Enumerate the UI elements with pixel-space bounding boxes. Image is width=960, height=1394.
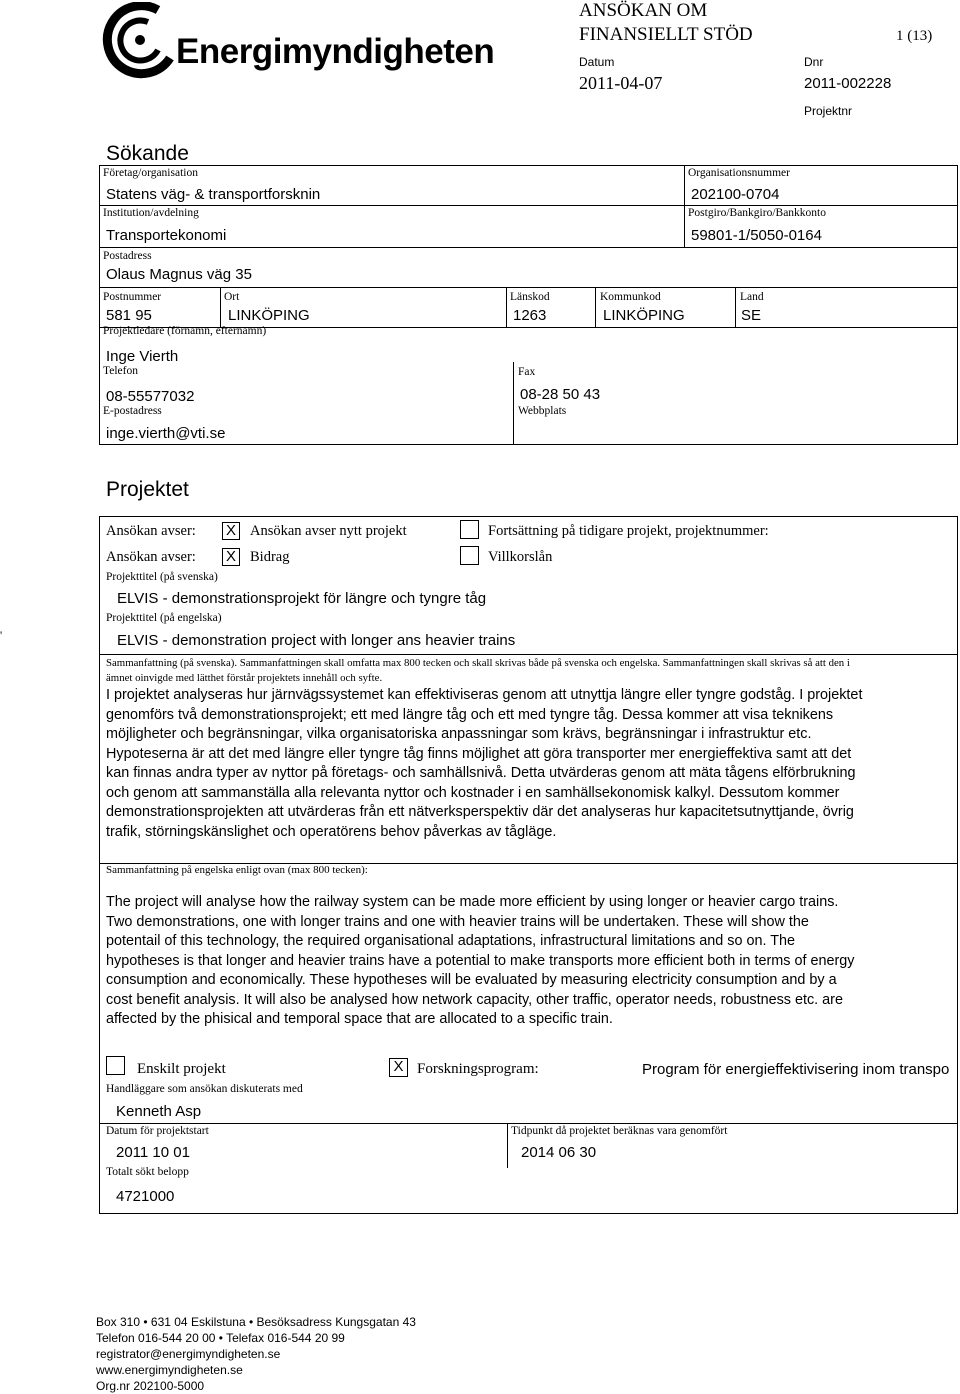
continuation-checkbox[interactable]	[460, 520, 479, 539]
logo-text: Energimyndigheten	[176, 32, 495, 71]
start-value: 2011 10 01	[116, 1144, 190, 1161]
giro-label: Postgiro/Bankgiro/Bankkonto	[688, 207, 826, 219]
phone-value: 08-55577032	[106, 388, 195, 405]
org-label: Företag/organisation	[103, 167, 198, 179]
handlaggare-label: Handläggare som ansökan diskuterats med	[106, 1083, 303, 1095]
amount-label: Totalt sökt belopp	[106, 1166, 189, 1178]
email-value: inge.vierth@vti.se	[106, 425, 226, 442]
footer-phone: Telefon 016-544 20 00 • Telefax 016-544 20 99	[96, 1331, 345, 1345]
email-label: E-postadress	[103, 405, 162, 417]
web-label: Webbplats	[518, 405, 567, 417]
new-project-option: Ansökan avser nytt projekt	[250, 523, 407, 539]
title-sv-label: Projekttitel (på svenska)	[106, 571, 218, 583]
inst-label: Institution/avdelning	[103, 207, 199, 219]
summary-sv-label: Sammanfattning (på svenska). Sammanfattningen skall omfatta max 800 tecken och skall skrivas både på svenska och engelska. Sammanfattningen skall skrivas så att den i ämnet oinvigde med lätthet förstår projektets innehåll och syfte.	[106, 657, 850, 684]
ort-label: Ort	[224, 291, 240, 303]
lanskod-label: Länskod	[510, 291, 550, 303]
bidrag-option: Bidrag	[250, 549, 290, 565]
fax-label: Fax	[518, 366, 536, 378]
applicant-heading: Sökande	[106, 142, 189, 165]
new-project-checkbox[interactable]: X	[222, 522, 240, 540]
row1-label: Ansökan avser:	[106, 523, 196, 539]
doc-title-line2: FINANSIELLT STÖD	[579, 24, 753, 45]
forskning-label: Forskningsprogram:	[417, 1061, 539, 1077]
phone-label: Telefon	[103, 365, 138, 377]
summary-sv-text: I projektet analyseras hur järnvägssystemet kan effektiviseras genom att utnyttja längre eller tyngre godståg. I projektet genomförs två demonstrationsprojekt; ett med längre tåg och ett med tyngre tåg. Dessa kommer att visa teknikens möjligheter och begränsningar, vilka organisatoriska anpassningar som krävs, begränsningar i infrastruktur etc. Hypoteserna är att det med längre eller tyngre tåg finns möjlighet att göra transporter mer energieffektiva samt att det kan finnas andra typer av nyttor på företags- och samhällsnivå. Detta utvärderas genom att mäta tågens elförbrukning och genom att sammanställa alla relevanta nyttor och kostnader i en samhällsekonomisk kalkyl. Dessutom kommer demonstrationsprojekten att utvärderas från ett nätverksperspektiv där det analyseras hur kapacitetsutnyttjande, övrig trafik, störningskänslighet och operatörens behov påverkas av tågläge.	[106, 687, 863, 840]
orgnr-label: Organisationsnummer	[688, 167, 790, 179]
handlaggare-value: Kenneth Asp	[116, 1103, 202, 1120]
villkorslan-checkbox[interactable]	[460, 546, 479, 565]
inst-value: Transportekonomi	[106, 227, 227, 244]
logo	[100, 2, 495, 82]
footer-website[interactable]: www.energimyndigheten.se	[96, 1363, 243, 1377]
footer-orgnr: Org.nr 202100-5000	[96, 1379, 205, 1393]
ort-value: LINKÖPING	[228, 307, 310, 324]
postnr-value: 581 95	[106, 307, 152, 324]
page-number: 1 (13)	[896, 28, 933, 44]
enskilt-checkbox[interactable]	[106, 1056, 125, 1075]
projektnr-label: Projektnr	[804, 104, 853, 118]
footer-email[interactable]: registrator@energimyndigheten.se	[96, 1347, 281, 1361]
start-label: Datum för projektstart	[106, 1125, 209, 1137]
end-label: Tidpunkt då projektet beräknas vara genomfört	[511, 1125, 728, 1137]
land-value: SE	[741, 307, 762, 324]
amount-value: 4721000	[116, 1188, 175, 1205]
date-value: 2011-04-07	[579, 73, 663, 93]
leader-value: Inge Vierth	[106, 348, 179, 365]
enskilt-label: Enskilt projekt	[137, 1061, 226, 1077]
kommunkod-value: LINKÖPING	[603, 307, 685, 324]
kommunkod-label: Kommunkod	[600, 291, 661, 303]
villkorslan-option: Villkorslån	[488, 549, 553, 565]
title-en-value: ELVIS - demonstration project with longer ans heavier trains	[117, 632, 516, 649]
project-heading: Projektet	[106, 478, 189, 501]
address-label: Postadress	[103, 250, 152, 262]
fax-value: 08-28 50 43	[520, 386, 601, 403]
forskning-checkbox[interactable]: X	[389, 1058, 408, 1077]
title-sv-value: ELVIS - demonstrationsprojekt för längre och tyngre tåg	[117, 590, 487, 607]
dnr-value: 2011-002228	[804, 75, 892, 92]
title-en-label: Projekttitel (på engelska)	[106, 612, 222, 624]
land-label: Land	[740, 291, 764, 303]
leader-label: Projektledare (förnamn, efternamn)	[103, 325, 267, 337]
summary-en-label: Sammanfattning på engelska enligt ovan (max 800 tecken):	[106, 864, 368, 876]
org-value: Statens väg- & transportforsknin	[106, 186, 321, 203]
end-value: 2014 06 30	[521, 1144, 597, 1161]
stray-mark: '	[0, 628, 3, 642]
address-value: Olaus Magnus väg 35	[106, 266, 252, 283]
postnr-label: Postnummer	[103, 291, 162, 303]
lanskod-value: 1263	[513, 307, 547, 324]
bidrag-checkbox[interactable]: X	[222, 548, 240, 566]
continuation-option: Fortsättning på tidigare projekt, projektnummer:	[488, 523, 769, 539]
footer-address: Box 310 • 631 04 Eskilstuna • Besöksadress Kungsgatan 43	[96, 1315, 416, 1329]
row2-label: Ansökan avser:	[106, 549, 196, 565]
summary-en-text: The project will analyse how the railway system can be made more efficient by using longer or heavier cargo trains. Two demonstrations, one with longer trains and one with heavier trains will be undertaken. These will show the potentail of this technology, the required organisational adaptations, infrastructural limitations and so on. The hypotheses is that longer and heavier trains have a potential to make transports more efficient both in terms of energy consumption and economically. These hypotheses will be evaluated by measuring electricity consumption and by a cost benefit analysis. It will also be analysed how network capacity, other traffic, operator needs, robustness etc. are affected by the phisical and temporal space that are allocated to a specific train.	[106, 894, 855, 1027]
date-label: Datum	[579, 55, 615, 69]
giro-value: 59801-1/5050-0164	[691, 227, 822, 244]
doc-title-line1: ANSÖKAN OM	[579, 0, 708, 21]
orgnr-value: 202100-0704	[691, 186, 780, 203]
energimyndigheten-logo-icon	[100, 2, 178, 80]
program-value: Program för energieffektivisering inom transpo	[642, 1061, 950, 1078]
dnr-label: Dnr	[804, 55, 824, 69]
